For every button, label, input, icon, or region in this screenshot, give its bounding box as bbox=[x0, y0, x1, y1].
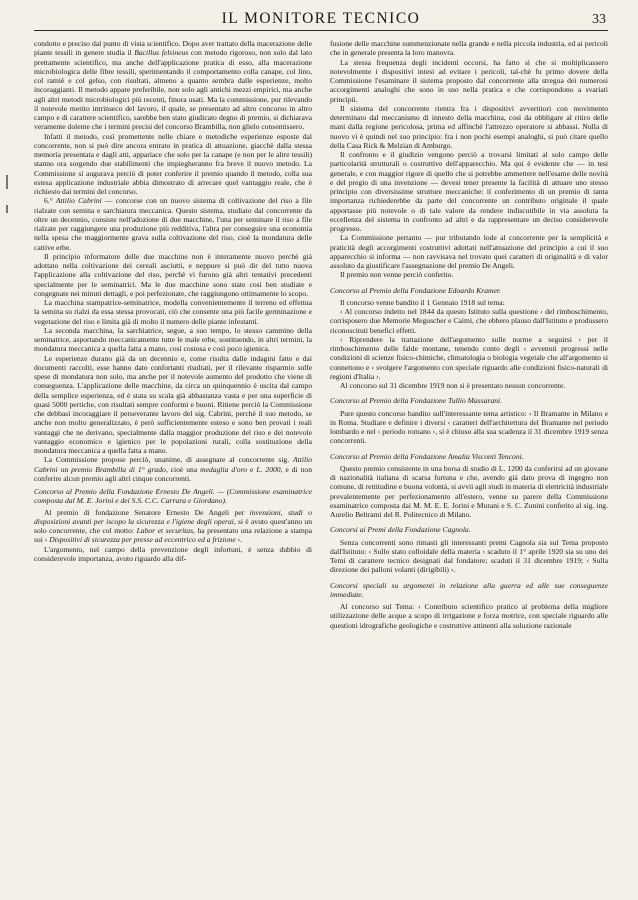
italic-text-run: L. 2000 bbox=[256, 464, 281, 474]
italic-text-run: Attilio Cabrini bbox=[34, 455, 312, 474]
paragraph bbox=[330, 58, 608, 104]
italic-text-run: Concorso al Premio della Fondazione Edoardo Kramer. bbox=[330, 285, 501, 295]
paragraph bbox=[330, 298, 608, 307]
running-header bbox=[34, 0, 608, 31]
text-run: 6.° bbox=[44, 196, 56, 206]
text-run: Il principio informatore delle due macchine non è interamente nuovo perchè già adottato nella coltivazione dei cereali asciutti, e neppure si può dir del tutto nuova l'applicazione alla coltivazione del riso, perchè vi furono già altri tentativi precedenti specialmente per le seminatrici. Ma le due macchine sono state così ben studiate e congegnate nei minuti dettagli, e poi perfezionate, che raggiungono ottimamente lo scopo. bbox=[34, 251, 312, 298]
italic-text-run: Concorso al Premio della Fondazione Amalia Visconti Tenconi. bbox=[330, 451, 524, 461]
text-run: — (Commissione esaminatrice composta dal M. E. Jorini e dei S.S. C.C. Carrara e Giordano). bbox=[34, 487, 312, 506]
section-heading bbox=[330, 396, 608, 405]
right-column bbox=[330, 39, 608, 889]
text-run: La macchina stampatrice-seminatrice, modella convenientemente il terreno ed effettua la semina su rialzi da essa stessa provocati, ciò che consente una più facile germinazione e vegetazione del riso e limita già di molto il numero delle piante infestanti. bbox=[34, 298, 312, 326]
text-run: Al premio di fondazione Senatore Ernesto De Angeli per bbox=[44, 507, 250, 517]
text-run: ›. bbox=[235, 535, 243, 545]
paragraph bbox=[34, 455, 312, 483]
italic-text-run: Concorsi speciali su argomenti in relazione alla guerra ed alle sue conseguenze immediate. bbox=[330, 580, 608, 599]
paragraph bbox=[34, 326, 312, 354]
text-run: Pure questo concorso bandito sull'interessante tema artistico: ‹ Il Bramante in Milano e in Roma. Studiare e definire i diversi ‹ caratteri dell'architettura del Bramante nel periodo lombardo e nel ‹ periodo romano ›, si è chiuso alla sua scadenza il 31 dicembre 1919 senza concorrenti. bbox=[330, 408, 608, 446]
section-heading bbox=[330, 525, 608, 534]
italic-text-run: medaglia d'oro bbox=[200, 464, 248, 474]
paragraph bbox=[330, 39, 608, 58]
text-run: La seconda macchina, la sarchiatrice, segue, a suo tempo, lo stesso cammino della seminatrice, asportando meccanicamente tutte le male erbe, sostituendo, in altri termini, la mondatura meccanica a quella fatta a mano, così costosa e così poco igienica. bbox=[34, 325, 312, 354]
italic-text-run: Concorsi ai Premi della Fondazione Cagnola. bbox=[330, 525, 471, 535]
text-run: un bbox=[57, 464, 72, 474]
section-heading bbox=[330, 452, 608, 461]
text-run: L'argomento, nel campo della prevenzione degli infortuni, è senza dubbio di considerevole importanza, avuto riguardo alla dif- bbox=[34, 544, 312, 563]
section-heading bbox=[34, 487, 312, 506]
paragraph bbox=[34, 132, 312, 197]
paragraph bbox=[330, 335, 608, 381]
text-run: condotto e preciso dal punto di vista scientifico. Dopo aver trattato della macerazione delle piante tessili in genere studia il bbox=[34, 39, 312, 58]
paragraph bbox=[330, 233, 608, 270]
paragraph bbox=[330, 464, 608, 520]
text-run: — concorse con un nuovo sistema di coltivazione del riso a file rialzate con semina e sarchiatura meccanica. Questo sistema, studiato dal concorrente da oltre un decennio, consiste nell'adozione di due macchine, l'una per seminare il riso a file rialzate per raggiungere una produzione più redditiva, l'altra per conseguire una economia nella spesa che maggiormente grava sulla coltivazione del riso, cioè la mondatura delle cattive erbe. bbox=[34, 196, 312, 252]
italic-text-run: invenzioni, studi o disposizioni avanti per iscopo la sicurezza e l'igiene degli operai bbox=[34, 507, 312, 526]
italic-text-run: Bacillus felsineus bbox=[134, 48, 189, 58]
scan-edge-mark bbox=[6, 175, 8, 189]
paragraph bbox=[330, 538, 608, 575]
paragraph bbox=[330, 381, 608, 390]
text-run: Al concorso sul 31 dicembre 1919 non si è presentato nessun concorrente. bbox=[340, 381, 566, 390]
text-run: ‹ Al concorso indetto nel 1844 da questo Istituto sulla questione ‹ del rimboschimento, corrisposero due Memorie Meguscher e Caimi, che ebbero plauso dall'Istituto e produssero riconoscituti benefici effetti. bbox=[330, 307, 608, 335]
text-run: fusione delle macchine summenzionate nella grande e nella piccola industria, ed ai pericoli che in generale presenta la loro manovra. bbox=[330, 39, 608, 58]
paragraph bbox=[34, 39, 312, 132]
text-run: ‹ Riprendere la trattazione dell'argomento sulle norme a seguirsi ‹ per il rimboschimento delle falde montane, tenendo conto degli ‹ avvenuti progressi nelle condizioni di scienze fisico-chimiche, climatologia o biologia vegetale che all'argomento si connettono e ‹ svolgere l'argomento con speciale riguardo alle condizioni fisico-naturali di regioni d'Italia ›. bbox=[330, 334, 608, 381]
italic-text-run: Concorso al Premio della Fondazione Tullio Massarani. bbox=[330, 396, 503, 406]
italic-text-run: Dispositivi di sicurezza per presse ad eccentrico ed a frizione bbox=[49, 535, 236, 545]
text-run: Il sistema del concorrente rientra fra i dispositivi avvertitori con movimento determinato dal meccanismo di innesto della macchina, così da obbligare al ritiro delle mani dalla regione pericolosa, prima ed affinchè l'attrezzo operatore si abbassi. Nulla di nuovo vi è quindi nel suo principio: fra i non pochi esempi analoghi, si può citare quello della Casa Rick & Melzian di Amburgo. bbox=[330, 103, 608, 150]
left-column bbox=[34, 39, 312, 889]
paragraph bbox=[330, 270, 608, 279]
scan-edge-mark bbox=[6, 205, 8, 213]
text-run: Al concorso sul Tema: ‹ Contributo scientifico pratico al problema della migliore utilizzazione delle acque a scopo di irrigazione e forza motrice, con speciale riguardo alle questioni idrografiche geologiche e costruttive attinenti alla soluzione razionale bbox=[330, 602, 608, 630]
running-title: IL MONITORE TECNICO bbox=[221, 10, 421, 27]
text-run: Le esperienze durano già da un decennio e, come risulta dalle indagini fatte e dai documenti raccolti, esse hanno dato confortanti risultati, per il rilevante risparmio sulle spese di mondatura non solo, ma anche per il notevole aumento del prodotto che viene di conseguenza. L'applicazione delle macchine, da circa un quinquennio è uscita dal campo della semplice esperienza, ed è stata su scala già abbastanza vasta e per una superficie di quasi 5000 pertiche, con risultati sempre conformi e buoni. Ritiene perciò la Commissione che debbasi incoraggiare il perseverante lavoro del sig. Cabrini, perchè il suo metodo, se anche non molto generalizzato, è però sufficientemente esteso e sono ben provati i reali vantaggi che ne derivano, specialmente dalla maggior produzione del riso e dei notevole vantaggio economico e igienico per le popolazioni rurali, colla sostituzione della mondatura meccanica a quella fatta a mano. bbox=[34, 353, 312, 455]
italic-text-run: Concorso al Premio della Fondazione Ernesto De Angeli. bbox=[34, 487, 215, 496]
text-run: Questo premio consistente in una borsa di studio di L. 1200 da conferirsi ad un giovane di nazionalità italiana di scarsa fortuna e che, avendo già dato prova di ingegno non comune, di rettitudine e buona volontà, si avvii agli studi in materia di elettricità industriale prevalentemente per perfezionamento all'estero, venne su parere della Commissione esaminatrice composta dai M. M. E. E. Jorini e Murani e S. C. Zunini conferito al sig. ing. Aurelio Beltrami del R. Politecnico di Milano. bbox=[330, 463, 608, 519]
paragraph bbox=[34, 252, 312, 298]
text-run: La Commissione pertanto — pur tributando lode al concorrente per la semplicità e praticità degli accorgimenti costruttivi adottati nell'attuazione del principio a cui il suo apparecchio si informa — non ravvisava nel trovato quei caratteri di originalità e di valor assoluto da giustificare l'assegnazione del premio De Angeli. bbox=[330, 233, 608, 270]
text-run: Infatti il metodo, così promettente nelle chiare e metodiche esperienze esposte dal concorrente, non si può dire ancora entrato in pratica di attuazione, giacchè dalla stessa memoria presentata e dagli atti, appariace che solo per la canape (e non per le altre tessili) stanno ora sorgendo due stabilimenti che impiegheranno fra breve il nuovo metodo. La Commissione si augurava perciò di poter conferire il premio quando il metodo, colla sua estesa applicazione industriale abbia dimostrato di arrecare quel vantaggio reale, che è richiesto dai termini del concorso. bbox=[34, 131, 312, 196]
text-run: , e di non conferire alcun premio agli altri cinque concorrenti. bbox=[34, 464, 312, 483]
section-heading bbox=[330, 581, 608, 600]
text-run: , cioè una bbox=[165, 464, 201, 474]
paragraph bbox=[330, 307, 608, 335]
paragraph bbox=[34, 354, 312, 456]
text-run: , si è avuto quest'anno un solo concorrente, che col motto: bbox=[34, 516, 312, 535]
section-heading bbox=[330, 286, 608, 295]
text-run: con metodo rigoroso, non solo dal lato prettamente scientifico, ma anche dell'applicazione pratica di esso, alla macerazione microbiologica delle fibre tessili, sperimentando il comportamento colla canape, col lino, col ramiè e col gelso, con risultati, almeno a quanto sembra dalle esperienze, molto incoraggianti. Il metodo appare preferibile, non solo agli antichi mezzi empirici, ma anche agli altri metodi microbiologici più recenti, finora usati. Ma la commissione, pur rilevando il notevole merito intrinseco del lavoro, il quale, se presentato ad altro concorso in altro campo e di carattere scientifico, sarebbe ben stato giudicato degno di premio, si dichiarava veramente dolente che i termini precisi del concorso Brambilla, non glielo consentissero. bbox=[34, 48, 312, 132]
text-run: Il concorso venne bandito il 1 Gennaio 1918 sul tema: bbox=[340, 297, 505, 307]
text-run: , ha presentato una relazione a stampa sui ‹ bbox=[34, 526, 312, 545]
paragraph bbox=[34, 196, 312, 252]
text-run: Senza concorrenti sono rimasti gli interessanti premi Cagnola sia sul Tema proposto dall'Istituto: ‹ Sullo stato colloidale della materia › scaduto il 1° aprile 1920 sia su uno dei Temi di carattere tecnico designati dal fondatore; scaduti il 31 dicembre 1919; ‹ Sulla direzione dei palloni volanti (dirigibili) ›. bbox=[330, 537, 608, 575]
paragraph bbox=[34, 298, 312, 326]
text-run: La Commissione propose perciò, unanime, di assegnare al concorrente sig. bbox=[44, 455, 294, 465]
paragraph bbox=[330, 104, 608, 150]
paragraph bbox=[330, 150, 608, 233]
italic-text-run: premio Brambilla di 1° grado bbox=[71, 464, 166, 474]
page-number: 33 bbox=[592, 12, 606, 27]
paragraph bbox=[34, 508, 312, 545]
text-run: e bbox=[247, 464, 257, 474]
paragraph bbox=[330, 409, 608, 446]
text-run: Il confronto e il giudizio vengono perciò a trovarsi limitati al solo campo delle particolarità strutturali o costruttive dell'apparecchio. Ma qui è evidente che — in tesi generale, e con maggior rigore di quello che si potrebbe ammettere nell'esame delle novità e del pregio di una invenzione — devesi tener presente la facilità di attuare uno stesso principio con diversissime strutture meccaniche: il conferimento di un premio di tanta importanza richiederebbe da parte del concorrente un contributo originale il quale apportasse più notevole o di tale valore da rendere indiscutibile in via assoluta la eccellenza del sistema in confronto ad altri e da rappresentare un deciso considerevole progresso. bbox=[330, 150, 608, 233]
paragraph bbox=[34, 545, 312, 564]
italic-text-run: Labor et securitas bbox=[136, 526, 194, 535]
two-column-body bbox=[34, 39, 608, 889]
text-run: La stessa frequenza degli incidenti occorsi, ha fatto sì che si moltiplicassero notevolmente i dispositivi intesi ad evitare i pericoli, tal-chè fu primo dovere della Commissione l'esaminare il sistema proposto dal concorrente alla stregua dei numerosi accorgimenti analoghi che sono in uso nella pratica e che corrispondono a svariati principii. bbox=[330, 57, 608, 104]
text-run: Il premio non venne perciò conferito. bbox=[340, 270, 454, 280]
italic-text-run: Attilio Cabrini bbox=[55, 196, 102, 206]
paragraph bbox=[330, 602, 608, 630]
